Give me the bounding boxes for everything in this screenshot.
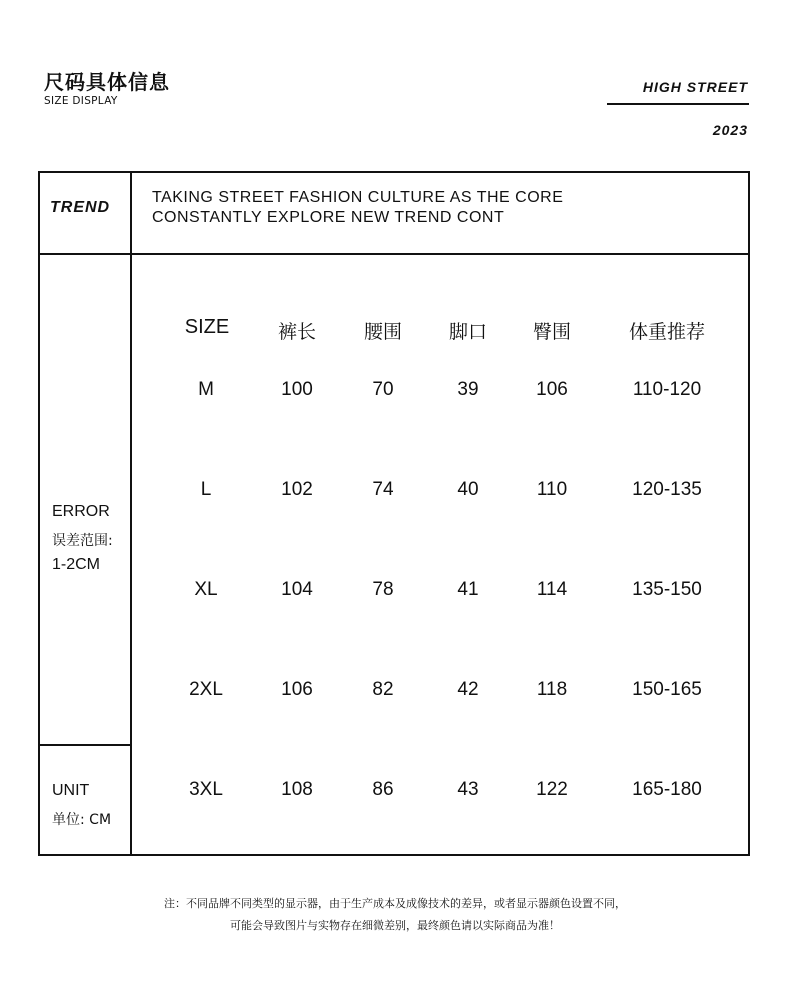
error-label-cn: 误差范围:	[52, 533, 113, 549]
table-cell: 102	[281, 479, 313, 500]
table-cell: 86	[372, 779, 394, 800]
brand-divider	[607, 103, 749, 105]
table-cell: 78	[372, 579, 394, 600]
tagline-line-2: CONSTANTLY EXPLORE NEW TREND CONT	[152, 209, 505, 226]
table-cell: 74	[372, 479, 394, 500]
table-cell: 39	[457, 379, 479, 400]
table-cell: 165-180	[632, 779, 702, 800]
table-cell: 3XL	[189, 779, 223, 800]
table-cell: 118	[536, 679, 568, 700]
page-title: 尺码具体信息	[44, 70, 170, 94]
table-cell: 106	[536, 379, 568, 400]
unit-label-cn: 单位: CM	[52, 812, 112, 828]
table-cell: 82	[372, 679, 394, 700]
size-table-frame	[38, 171, 750, 856]
header-waist: 腰围	[363, 321, 403, 343]
page-subtitle: SIZE DISPLAY	[44, 95, 118, 107]
table-cell: 100	[281, 379, 313, 400]
table-cell: 40	[457, 479, 479, 500]
table-cell: 108	[281, 779, 313, 800]
error-label: ERROR	[52, 503, 110, 520]
table-cell: 2XL	[189, 679, 223, 700]
header-length: 裤长	[277, 321, 317, 343]
year-label: 2023	[712, 122, 748, 138]
table-cell: 135-150	[632, 579, 702, 600]
table-cell: L	[200, 479, 212, 500]
table-cell: M	[198, 379, 214, 400]
header-weight: 体重推荐	[628, 321, 706, 343]
unit-label: UNIT	[52, 782, 90, 799]
table-cell: XL	[194, 579, 218, 600]
footer-note-line-1: 注：不同品牌不同类型的显示器，由于生产成本及成像技术的差异，或者显示器颜色设置不同，	[164, 897, 626, 910]
table-cell: 70	[372, 379, 394, 400]
header-hip: 臀围	[532, 321, 572, 343]
header-size: SIZE	[184, 316, 230, 338]
table-cell: 110	[536, 479, 568, 500]
table-cell: 122	[536, 779, 568, 800]
header-leg-opening: 脚口	[448, 321, 488, 343]
tagline-line-1: TAKING STREET FASHION CULTURE AS THE CORE	[152, 189, 564, 206]
error-value: 1-2CM	[52, 556, 101, 573]
table-cell: 106	[281, 679, 313, 700]
banner-divider	[38, 253, 750, 255]
table-cell: 114	[536, 579, 568, 600]
footer-note-line-2: 可能会导致图片与实物存在细微差别，最终颜色请以实际商品为准！	[230, 919, 560, 932]
table-cell: 41	[457, 579, 479, 600]
table-cell: 104	[281, 579, 313, 600]
table-cell: 43	[457, 779, 479, 800]
table-cell: 110-120	[632, 379, 702, 400]
unit-divider	[38, 744, 132, 746]
table-cell: 42	[457, 679, 479, 700]
side-column-divider	[130, 171, 132, 856]
brand-label: HIGH STREET	[642, 79, 748, 95]
table-cell: 150-165	[632, 679, 702, 700]
table-cell: 120-135	[632, 479, 702, 500]
trend-label: TREND	[50, 199, 111, 216]
